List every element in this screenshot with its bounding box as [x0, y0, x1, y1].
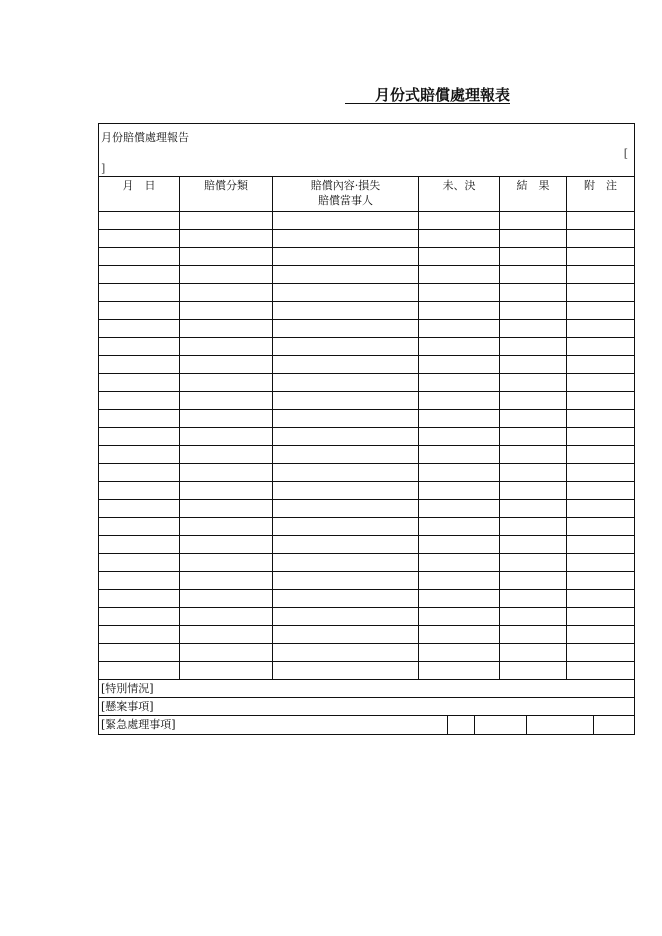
table-row — [99, 518, 635, 536]
cell-status[interactable] — [419, 482, 500, 500]
header-result: 結 果 — [500, 177, 567, 212]
cell-date[interactable] — [99, 608, 180, 626]
cell-result[interactable] — [500, 446, 567, 464]
cell-date[interactable] — [99, 284, 180, 302]
cell-content[interactable] — [273, 446, 419, 464]
cell-category[interactable] — [180, 644, 273, 662]
cell-content[interactable] — [273, 662, 419, 680]
cell-content[interactable] — [273, 248, 419, 266]
cell-date[interactable] — [99, 248, 180, 266]
cell-date[interactable] — [99, 338, 180, 356]
cell-result[interactable] — [500, 626, 567, 644]
table-row — [99, 266, 635, 284]
cell-note[interactable] — [567, 302, 635, 320]
table-row — [99, 572, 635, 590]
cell-status[interactable] — [419, 518, 500, 536]
cell-date[interactable] — [99, 536, 180, 554]
cell-category[interactable] — [180, 572, 273, 590]
cell-category[interactable] — [180, 356, 273, 374]
header-date: 月 日 — [99, 177, 180, 212]
cell-date[interactable] — [99, 572, 180, 590]
table-row — [99, 446, 635, 464]
cell-category[interactable] — [180, 410, 273, 428]
cell-content[interactable] — [273, 428, 419, 446]
cell-note[interactable] — [567, 572, 635, 590]
cell-date[interactable] — [99, 482, 180, 500]
cell-content[interactable] — [273, 230, 419, 248]
cell-note[interactable] — [567, 410, 635, 428]
cell-result[interactable] — [500, 356, 567, 374]
header-content — [273, 177, 419, 212]
cell-category[interactable] — [180, 284, 273, 302]
cell-date[interactable] — [99, 266, 180, 284]
cell-date[interactable] — [99, 500, 180, 518]
cell-note[interactable] — [567, 320, 635, 338]
cell-category[interactable] — [180, 518, 273, 536]
cell-status[interactable] — [419, 212, 500, 230]
cell-result[interactable] — [500, 554, 567, 572]
header-category: 賠償分類 — [180, 177, 273, 212]
cell-status[interactable] — [419, 230, 500, 248]
table-row — [99, 212, 635, 230]
cell-category[interactable] — [180, 212, 273, 230]
cell-date[interactable] — [99, 464, 180, 482]
cell-note[interactable] — [567, 338, 635, 356]
footer-row-special — [99, 680, 635, 698]
cell-status[interactable] — [419, 572, 500, 590]
cell-date[interactable] — [99, 554, 180, 572]
cell-content[interactable] — [273, 338, 419, 356]
cell-content[interactable] — [273, 464, 419, 482]
table-row — [99, 536, 635, 554]
cell-category[interactable] — [180, 446, 273, 464]
cell-category[interactable] — [180, 554, 273, 572]
table-row — [99, 230, 635, 248]
cell-note[interactable] — [567, 266, 635, 284]
cell-status[interactable] — [419, 410, 500, 428]
cell-content[interactable] — [273, 320, 419, 338]
cell-date[interactable] — [99, 590, 180, 608]
cell-result[interactable] — [500, 464, 567, 482]
cell-content[interactable] — [273, 644, 419, 662]
cell-note[interactable] — [567, 374, 635, 392]
cell-result[interactable] — [500, 266, 567, 284]
cell-note[interactable] — [567, 356, 635, 374]
urgent-cell[interactable] — [475, 716, 527, 734]
cell-status[interactable] — [419, 554, 500, 572]
cell-status[interactable] — [419, 662, 500, 680]
cell-date[interactable] — [99, 410, 180, 428]
cell-result[interactable] — [500, 248, 567, 266]
cell-date[interactable] — [99, 644, 180, 662]
page-title: 月份式賠償處理報表 — [375, 86, 511, 104]
cell-date[interactable] — [99, 662, 180, 680]
cell-note[interactable] — [567, 428, 635, 446]
cell-result[interactable] — [500, 536, 567, 554]
cell-date[interactable] — [99, 392, 180, 410]
cell-category[interactable] — [180, 428, 273, 446]
cell-category[interactable] — [180, 338, 273, 356]
cell-status[interactable] — [419, 248, 500, 266]
cell-note[interactable] — [567, 500, 635, 518]
cell-note[interactable] — [567, 608, 635, 626]
title-block — [345, 86, 510, 104]
table-row — [99, 374, 635, 392]
cell-result[interactable] — [500, 500, 567, 518]
title-underline — [345, 87, 375, 104]
cell-category[interactable] — [180, 536, 273, 554]
cell-result[interactable] — [500, 302, 567, 320]
cell-note[interactable] — [567, 464, 635, 482]
cell-note[interactable] — [567, 230, 635, 248]
cell-status[interactable] — [419, 338, 500, 356]
cell-status[interactable] — [419, 374, 500, 392]
cell-result[interactable] — [500, 644, 567, 662]
footer-row-pending — [99, 698, 635, 716]
cell-note[interactable] — [567, 446, 635, 464]
cell-content[interactable] — [273, 500, 419, 518]
cell-content[interactable] — [273, 554, 419, 572]
cell-date[interactable] — [99, 320, 180, 338]
cell-content[interactable] — [273, 482, 419, 500]
cell-note[interactable] — [567, 248, 635, 266]
cell-note[interactable] — [567, 626, 635, 644]
cell-content[interactable] — [273, 410, 419, 428]
table-row — [99, 302, 635, 320]
table-row — [99, 284, 635, 302]
summary-cell[interactable] — [99, 124, 635, 177]
cell-category[interactable] — [180, 500, 273, 518]
bracket-close: ] — [101, 162, 106, 175]
cell-content[interactable] — [273, 212, 419, 230]
cell-result[interactable] — [500, 230, 567, 248]
table-row — [99, 464, 635, 482]
table-row — [99, 428, 635, 446]
cell-category[interactable] — [180, 464, 273, 482]
cell-result[interactable] — [500, 392, 567, 410]
table-row — [99, 482, 635, 500]
cell-status[interactable] — [419, 266, 500, 284]
cell-status[interactable] — [419, 608, 500, 626]
cell-date[interactable] — [99, 356, 180, 374]
cell-content[interactable] — [273, 608, 419, 626]
cell-result[interactable] — [500, 662, 567, 680]
footer-pending[interactable]: [懸案事項] — [99, 698, 635, 716]
cell-status[interactable] — [419, 590, 500, 608]
cell-result[interactable] — [500, 320, 567, 338]
cell-status[interactable] — [419, 392, 500, 410]
cell-content[interactable] — [273, 590, 419, 608]
cell-date[interactable] — [99, 518, 180, 536]
cell-category[interactable] — [180, 302, 273, 320]
cell-date[interactable] — [99, 212, 180, 230]
cell-note[interactable] — [567, 554, 635, 572]
footer-urgent[interactable]: [緊急處理事項] — [101, 718, 176, 731]
cell-category[interactable] — [180, 608, 273, 626]
cell-note[interactable] — [567, 284, 635, 302]
cell-status[interactable] — [419, 356, 500, 374]
cell-category[interactable] — [180, 374, 273, 392]
cell-note[interactable] — [567, 644, 635, 662]
cell-status[interactable] — [419, 644, 500, 662]
cell-content[interactable] — [273, 572, 419, 590]
cell-note[interactable] — [567, 662, 635, 680]
table-row — [99, 662, 635, 680]
table-row — [99, 590, 635, 608]
cell-note[interactable] — [567, 212, 635, 230]
cell-note[interactable] — [567, 590, 635, 608]
footer-special[interactable]: [特別情況] — [99, 680, 635, 698]
table-row — [99, 338, 635, 356]
cell-category[interactable] — [180, 482, 273, 500]
urgent-cell[interactable] — [448, 716, 475, 734]
cell-category[interactable] — [180, 626, 273, 644]
urgent-cell[interactable] — [594, 716, 634, 734]
summary-label: 月份賠償處理報告 — [101, 131, 189, 144]
table-row — [99, 554, 635, 572]
cell-category[interactable] — [180, 248, 273, 266]
cell-content[interactable] — [273, 626, 419, 644]
header-content-line1: 賠償內容·損失 — [310, 179, 381, 192]
cell-status[interactable] — [419, 284, 500, 302]
cell-category[interactable] — [180, 392, 273, 410]
table-row — [99, 392, 635, 410]
cell-date[interactable] — [99, 428, 180, 446]
cell-status[interactable] — [419, 428, 500, 446]
cell-content[interactable] — [273, 302, 419, 320]
cell-result[interactable] — [500, 608, 567, 626]
cell-status[interactable] — [419, 500, 500, 518]
cell-note[interactable] — [567, 392, 635, 410]
cell-result[interactable] — [500, 590, 567, 608]
table-row — [99, 320, 635, 338]
cell-status[interactable] — [419, 464, 500, 482]
footer-row-urgent — [99, 716, 635, 735]
cell-note[interactable] — [567, 482, 635, 500]
urgent-cell[interactable] — [527, 716, 594, 734]
cell-result[interactable] — [500, 410, 567, 428]
cell-category[interactable] — [180, 590, 273, 608]
cell-note[interactable] — [567, 536, 635, 554]
footer-urgent-cell — [99, 716, 635, 735]
cell-date[interactable] — [99, 230, 180, 248]
cell-status[interactable] — [419, 626, 500, 644]
header-content-line2: 賠償當事人 — [318, 194, 373, 207]
table-row — [99, 500, 635, 518]
header-note: 附 注 — [567, 177, 635, 212]
cell-category[interactable] — [180, 662, 273, 680]
cell-content[interactable] — [273, 536, 419, 554]
summary-row — [99, 124, 635, 177]
cell-category[interactable] — [180, 266, 273, 284]
table-row — [99, 644, 635, 662]
cell-result[interactable] — [500, 518, 567, 536]
cell-status[interactable] — [419, 302, 500, 320]
bracket-open: [ — [623, 147, 629, 160]
cell-status[interactable] — [419, 446, 500, 464]
table-row — [99, 356, 635, 374]
cell-result[interactable] — [500, 482, 567, 500]
cell-result[interactable] — [500, 428, 567, 446]
cell-content[interactable] — [273, 374, 419, 392]
header-status: 未、決 — [419, 177, 500, 212]
table-row — [99, 626, 635, 644]
header-row — [99, 177, 635, 212]
cell-result[interactable] — [500, 212, 567, 230]
cell-status[interactable] — [419, 536, 500, 554]
cell-status[interactable] — [419, 320, 500, 338]
cell-date[interactable] — [99, 302, 180, 320]
cell-content[interactable] — [273, 518, 419, 536]
cell-result[interactable] — [500, 572, 567, 590]
cell-date[interactable] — [99, 446, 180, 464]
cell-content[interactable] — [273, 266, 419, 284]
table-row — [99, 248, 635, 266]
cell-category[interactable] — [180, 230, 273, 248]
cell-result[interactable] — [500, 338, 567, 356]
cell-content[interactable] — [273, 284, 419, 302]
cell-result[interactable] — [500, 374, 567, 392]
report-table — [98, 123, 635, 735]
cell-note[interactable] — [567, 518, 635, 536]
cell-content[interactable] — [273, 392, 419, 410]
table-row — [99, 410, 635, 428]
cell-result[interactable] — [500, 284, 567, 302]
urgent-inner-table — [99, 716, 634, 734]
table-row — [99, 608, 635, 626]
cell-category[interactable] — [180, 320, 273, 338]
cell-date[interactable] — [99, 626, 180, 644]
cell-date[interactable] — [99, 374, 180, 392]
cell-content[interactable] — [273, 356, 419, 374]
